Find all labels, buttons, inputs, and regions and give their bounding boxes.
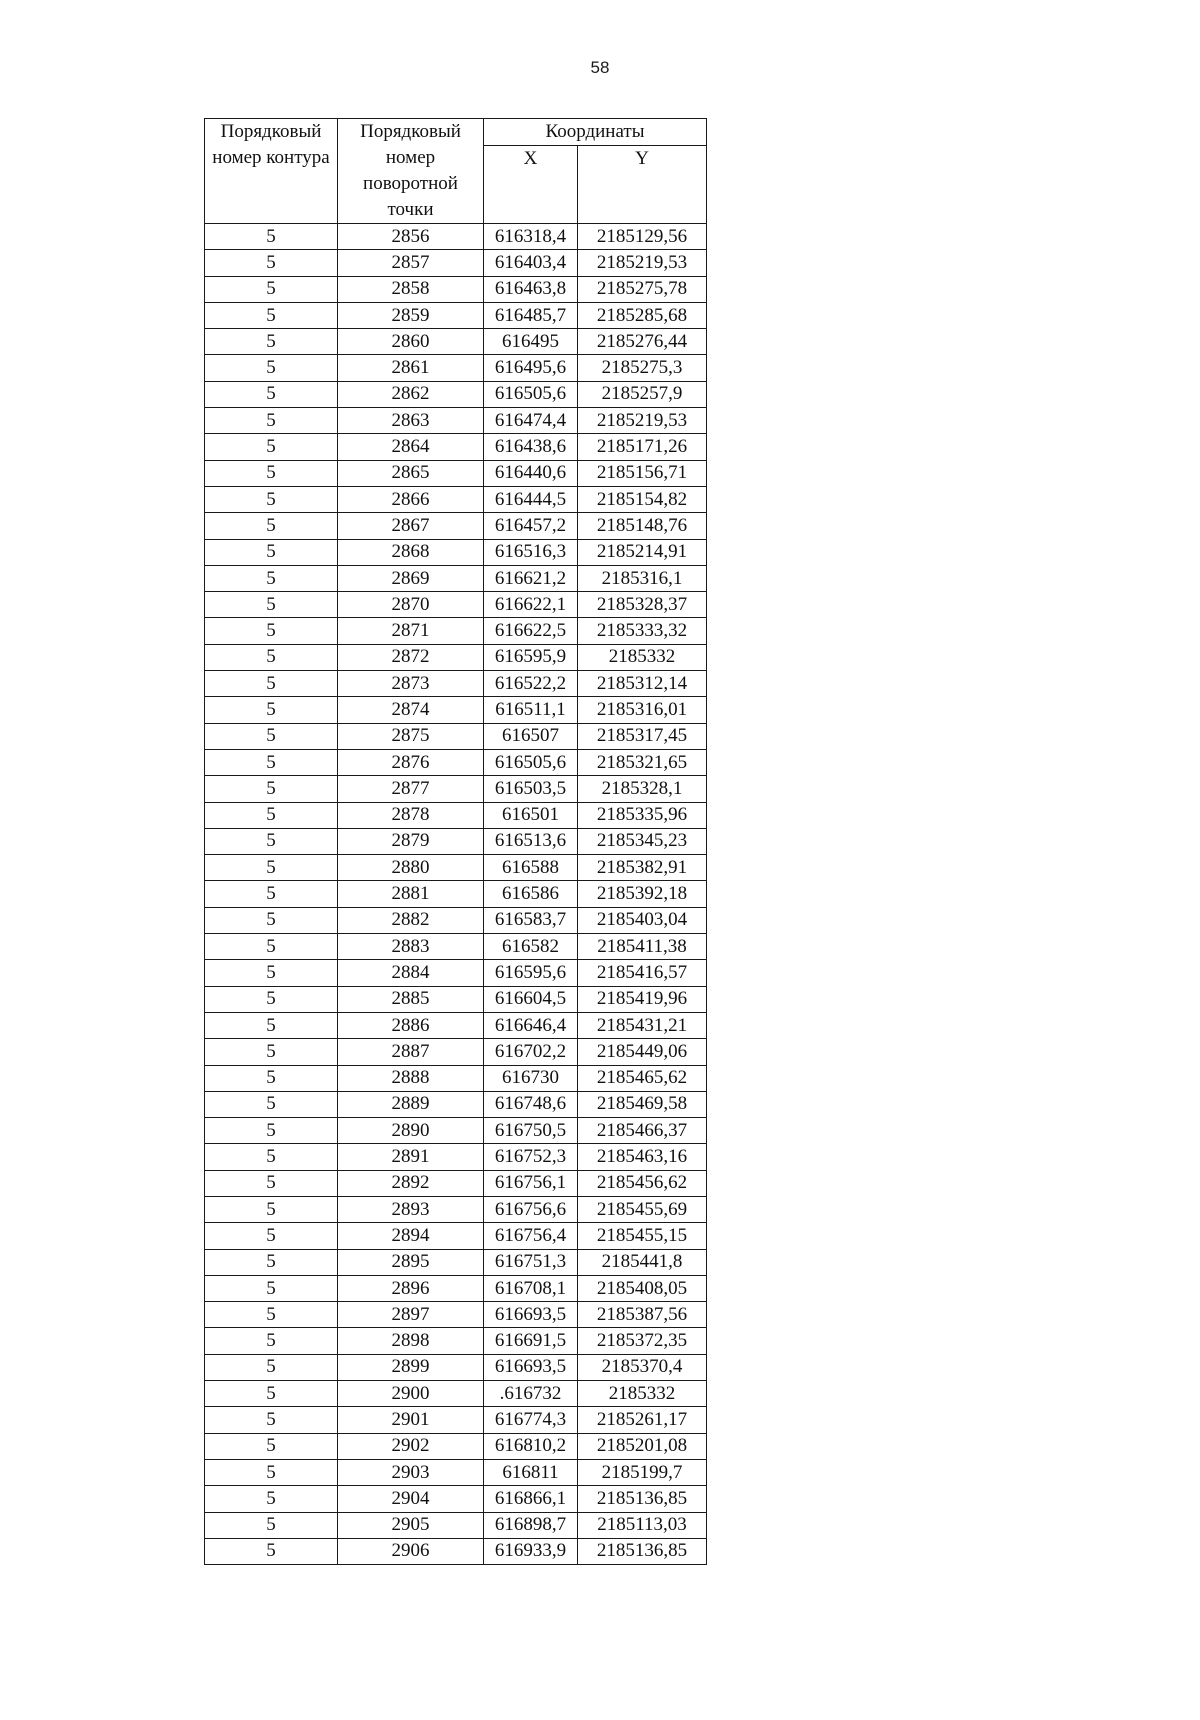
table-row (205, 1302, 707, 1328)
cell-x: 616756,6 (484, 1196, 578, 1222)
cell-contour-number: 5 (205, 1118, 338, 1144)
cell-contour-number: 5 (205, 1433, 338, 1459)
cell-x: 616756,1 (484, 1170, 578, 1196)
cell-y: 2185148,76 (578, 513, 707, 539)
cell-contour-number: 5 (205, 1302, 338, 1328)
cell-point-number: 2881 (338, 881, 484, 907)
cell-point-number: 2865 (338, 460, 484, 486)
coordinates-table (204, 118, 707, 1565)
cell-point-number: 2858 (338, 276, 484, 302)
cell-x: 616811 (484, 1459, 578, 1485)
cell-x: 616752,3 (484, 1144, 578, 1170)
table-row (205, 1354, 707, 1380)
cell-y: 2185312,14 (578, 671, 707, 697)
table-row (205, 644, 707, 670)
table-body (205, 224, 707, 1565)
cell-contour-number: 5 (205, 513, 338, 539)
cell-contour-number: 5 (205, 1381, 338, 1407)
cell-y: 2185411,38 (578, 934, 707, 960)
cell-x: 616505,6 (484, 749, 578, 775)
cell-contour-number: 5 (205, 1196, 338, 1222)
table-row (205, 408, 707, 434)
table-row (205, 381, 707, 407)
cell-x: 616756,4 (484, 1223, 578, 1249)
cell-point-number: 2901 (338, 1407, 484, 1433)
cell-contour-number: 5 (205, 986, 338, 1012)
table-row (205, 486, 707, 512)
table-row (205, 1012, 707, 1038)
cell-y: 2185335,96 (578, 802, 707, 828)
cell-x: 616318,4 (484, 224, 578, 250)
cell-contour-number: 5 (205, 960, 338, 986)
cell-point-number: 2900 (338, 1381, 484, 1407)
cell-y: 2185403,04 (578, 907, 707, 933)
cell-x: 616522,2 (484, 671, 578, 697)
cell-y: 2185469,58 (578, 1091, 707, 1117)
cell-x: 616622,1 (484, 592, 578, 618)
cell-x: .616732 (484, 1381, 578, 1407)
cell-x: 616403,4 (484, 250, 578, 276)
cell-x: 616505,6 (484, 381, 578, 407)
cell-x: 616750,5 (484, 1118, 578, 1144)
header-coordinates: Координаты (484, 119, 707, 146)
header-x: X (484, 146, 578, 224)
cell-y: 2185408,05 (578, 1275, 707, 1301)
cell-x: 616507 (484, 723, 578, 749)
cell-contour-number: 5 (205, 881, 338, 907)
table-row (205, 802, 707, 828)
cell-y: 2185328,1 (578, 776, 707, 802)
cell-contour-number: 5 (205, 460, 338, 486)
cell-contour-number: 5 (205, 907, 338, 933)
cell-contour-number: 5 (205, 408, 338, 434)
cell-y: 2185275,3 (578, 355, 707, 381)
table-row (205, 329, 707, 355)
table-row (205, 460, 707, 486)
cell-point-number: 2856 (338, 224, 484, 250)
cell-x: 616730 (484, 1065, 578, 1091)
cell-point-number: 2902 (338, 1433, 484, 1459)
cell-y: 2185317,45 (578, 723, 707, 749)
table-row (205, 986, 707, 1012)
cell-y: 2185316,1 (578, 565, 707, 591)
table-row (205, 513, 707, 539)
cell-x: 616586 (484, 881, 578, 907)
cell-x: 616621,2 (484, 565, 578, 591)
table-row (205, 539, 707, 565)
cell-contour-number: 5 (205, 592, 338, 618)
table-row (205, 1196, 707, 1222)
cell-contour-number: 5 (205, 1065, 338, 1091)
table-row (205, 907, 707, 933)
table-row (205, 434, 707, 460)
cell-x: 616516,3 (484, 539, 578, 565)
table-row (205, 1433, 707, 1459)
table-row (205, 1459, 707, 1485)
table-row (205, 1275, 707, 1301)
cell-y: 2185154,82 (578, 486, 707, 512)
cell-contour-number: 5 (205, 1486, 338, 1512)
cell-y: 2185455,69 (578, 1196, 707, 1222)
cell-y: 2185201,08 (578, 1433, 707, 1459)
cell-x: 616495 (484, 329, 578, 355)
cell-y: 2185382,91 (578, 855, 707, 881)
table-row (205, 276, 707, 302)
table-row (205, 565, 707, 591)
cell-point-number: 2871 (338, 618, 484, 644)
table-row (205, 1328, 707, 1354)
cell-point-number: 2872 (338, 644, 484, 670)
cell-point-number: 2897 (338, 1302, 484, 1328)
cell-contour-number: 5 (205, 276, 338, 302)
table-row (205, 1118, 707, 1144)
cell-x: 616511,1 (484, 697, 578, 723)
table-row (205, 1065, 707, 1091)
table-row (205, 749, 707, 775)
cell-point-number: 2899 (338, 1354, 484, 1380)
cell-y: 2185466,37 (578, 1118, 707, 1144)
table-row (205, 1091, 707, 1117)
cell-point-number: 2885 (338, 986, 484, 1012)
cell-y: 2185333,32 (578, 618, 707, 644)
cell-y: 2185431,21 (578, 1012, 707, 1038)
cell-point-number: 2864 (338, 434, 484, 460)
cell-x: 616588 (484, 855, 578, 881)
cell-point-number: 2905 (338, 1512, 484, 1538)
cell-contour-number: 5 (205, 486, 338, 512)
header-point-number: Порядковый номер поворотной точки (338, 119, 484, 224)
table-header (205, 119, 707, 224)
cell-x: 616691,5 (484, 1328, 578, 1354)
cell-x: 616582 (484, 934, 578, 960)
cell-y: 2185416,57 (578, 960, 707, 986)
cell-contour-number: 5 (205, 224, 338, 250)
cell-contour-number: 5 (205, 302, 338, 328)
cell-contour-number: 5 (205, 855, 338, 881)
cell-x: 616708,1 (484, 1275, 578, 1301)
cell-contour-number: 5 (205, 1275, 338, 1301)
cell-contour-number: 5 (205, 776, 338, 802)
cell-point-number: 2904 (338, 1486, 484, 1512)
coordinates-table-container (204, 118, 707, 1565)
cell-point-number: 2896 (338, 1275, 484, 1301)
table-row (205, 934, 707, 960)
cell-y: 2185199,7 (578, 1459, 707, 1485)
cell-x: 616474,4 (484, 408, 578, 434)
cell-x: 616440,6 (484, 460, 578, 486)
cell-point-number: 2860 (338, 329, 484, 355)
cell-y: 2185441,8 (578, 1249, 707, 1275)
cell-y: 2185156,71 (578, 460, 707, 486)
cell-point-number: 2876 (338, 749, 484, 775)
cell-y: 2185316,01 (578, 697, 707, 723)
cell-contour-number: 5 (205, 1328, 338, 1354)
cell-contour-number: 5 (205, 1249, 338, 1275)
cell-y: 2185321,65 (578, 749, 707, 775)
cell-y: 2185332 (578, 644, 707, 670)
cell-y: 2185171,26 (578, 434, 707, 460)
table-row (205, 776, 707, 802)
cell-point-number: 2870 (338, 592, 484, 618)
cell-point-number: 2878 (338, 802, 484, 828)
cell-contour-number: 5 (205, 723, 338, 749)
table-row (205, 355, 707, 381)
table-row (205, 1170, 707, 1196)
table-row (205, 1144, 707, 1170)
cell-x: 616457,2 (484, 513, 578, 539)
cell-contour-number: 5 (205, 828, 338, 854)
cell-point-number: 2875 (338, 723, 484, 749)
cell-contour-number: 5 (205, 565, 338, 591)
cell-point-number: 2859 (338, 302, 484, 328)
cell-x: 616583,7 (484, 907, 578, 933)
cell-x: 616810,2 (484, 1433, 578, 1459)
cell-point-number: 2863 (338, 408, 484, 434)
cell-point-number: 2861 (338, 355, 484, 381)
cell-contour-number: 5 (205, 355, 338, 381)
table-row (205, 855, 707, 881)
cell-point-number: 2869 (338, 565, 484, 591)
cell-y: 2185219,53 (578, 408, 707, 434)
cell-x: 616622,5 (484, 618, 578, 644)
table-row (205, 960, 707, 986)
table-row (205, 697, 707, 723)
cell-point-number: 2893 (338, 1196, 484, 1222)
cell-y: 2185136,85 (578, 1538, 707, 1564)
cell-point-number: 2880 (338, 855, 484, 881)
table-row (205, 1381, 707, 1407)
cell-x: 616898,7 (484, 1512, 578, 1538)
cell-point-number: 2867 (338, 513, 484, 539)
cell-y: 2185285,68 (578, 302, 707, 328)
cell-contour-number: 5 (205, 1407, 338, 1433)
cell-x: 616513,6 (484, 828, 578, 854)
cell-y: 2185261,17 (578, 1407, 707, 1433)
cell-contour-number: 5 (205, 434, 338, 460)
table-row (205, 723, 707, 749)
cell-contour-number: 5 (205, 1354, 338, 1380)
table-row (205, 1512, 707, 1538)
cell-point-number: 2877 (338, 776, 484, 802)
table-row (205, 1249, 707, 1275)
cell-point-number: 2884 (338, 960, 484, 986)
cell-point-number: 2903 (338, 1459, 484, 1485)
table-row (205, 828, 707, 854)
cell-contour-number: 5 (205, 1459, 338, 1485)
cell-x: 616693,5 (484, 1354, 578, 1380)
cell-y: 2185455,15 (578, 1223, 707, 1249)
cell-point-number: 2898 (338, 1328, 484, 1354)
cell-y: 2185113,03 (578, 1512, 707, 1538)
cell-point-number: 2891 (338, 1144, 484, 1170)
cell-x: 616495,6 (484, 355, 578, 381)
cell-point-number: 2879 (338, 828, 484, 854)
cell-contour-number: 5 (205, 671, 338, 697)
cell-contour-number: 5 (205, 618, 338, 644)
table-row (205, 1486, 707, 1512)
cell-x: 616501 (484, 802, 578, 828)
cell-point-number: 2882 (338, 907, 484, 933)
header-contour-number: Порядковый номер контура (205, 119, 338, 224)
cell-x: 616702,2 (484, 1039, 578, 1065)
cell-contour-number: 5 (205, 697, 338, 723)
cell-y: 2185370,4 (578, 1354, 707, 1380)
cell-contour-number: 5 (205, 1223, 338, 1249)
cell-y: 2185257,9 (578, 381, 707, 407)
cell-point-number: 2873 (338, 671, 484, 697)
cell-x: 616751,3 (484, 1249, 578, 1275)
cell-y: 2185463,16 (578, 1144, 707, 1170)
cell-x: 616595,6 (484, 960, 578, 986)
cell-point-number: 2888 (338, 1065, 484, 1091)
header-y: Y (578, 146, 707, 224)
table-row (205, 224, 707, 250)
cell-point-number: 2886 (338, 1012, 484, 1038)
cell-y: 2185372,35 (578, 1328, 707, 1354)
cell-contour-number: 5 (205, 644, 338, 670)
cell-point-number: 2906 (338, 1538, 484, 1564)
cell-y: 2185214,91 (578, 539, 707, 565)
table-row (205, 592, 707, 618)
cell-x: 616866,1 (484, 1486, 578, 1512)
cell-x: 616604,5 (484, 986, 578, 1012)
table-row (205, 618, 707, 644)
cell-contour-number: 5 (205, 539, 338, 565)
cell-y: 2185456,62 (578, 1170, 707, 1196)
cell-x: 616774,3 (484, 1407, 578, 1433)
cell-x: 616463,8 (484, 276, 578, 302)
cell-contour-number: 5 (205, 1039, 338, 1065)
cell-contour-number: 5 (205, 329, 338, 355)
cell-point-number: 2868 (338, 539, 484, 565)
table-row (205, 1407, 707, 1433)
cell-x: 616748,6 (484, 1091, 578, 1117)
cell-point-number: 2887 (338, 1039, 484, 1065)
cell-contour-number: 5 (205, 802, 338, 828)
table-row (205, 1039, 707, 1065)
cell-point-number: 2866 (338, 486, 484, 512)
table-row (205, 250, 707, 276)
table-row (205, 302, 707, 328)
cell-y: 2185219,53 (578, 250, 707, 276)
cell-x: 616595,9 (484, 644, 578, 670)
cell-y: 2185129,56 (578, 224, 707, 250)
cell-point-number: 2883 (338, 934, 484, 960)
cell-contour-number: 5 (205, 1170, 338, 1196)
table-row (205, 671, 707, 697)
cell-y: 2185387,56 (578, 1302, 707, 1328)
cell-point-number: 2892 (338, 1170, 484, 1196)
cell-contour-number: 5 (205, 1012, 338, 1038)
cell-y: 2185392,18 (578, 881, 707, 907)
cell-contour-number: 5 (205, 1144, 338, 1170)
cell-y: 2185276,44 (578, 329, 707, 355)
cell-contour-number: 5 (205, 1512, 338, 1538)
cell-x: 616693,5 (484, 1302, 578, 1328)
cell-y: 2185345,23 (578, 828, 707, 854)
cell-y: 2185275,78 (578, 276, 707, 302)
cell-x: 616646,4 (484, 1012, 578, 1038)
cell-contour-number: 5 (205, 1091, 338, 1117)
cell-contour-number: 5 (205, 381, 338, 407)
cell-point-number: 2874 (338, 697, 484, 723)
cell-point-number: 2857 (338, 250, 484, 276)
cell-point-number: 2889 (338, 1091, 484, 1117)
cell-contour-number: 5 (205, 934, 338, 960)
cell-x: 616485,7 (484, 302, 578, 328)
cell-point-number: 2862 (338, 381, 484, 407)
cell-y: 2185332 (578, 1381, 707, 1407)
cell-y: 2185465,62 (578, 1065, 707, 1091)
cell-y: 2185449,06 (578, 1039, 707, 1065)
cell-x: 616503,5 (484, 776, 578, 802)
cell-y: 2185328,37 (578, 592, 707, 618)
cell-x: 616444,5 (484, 486, 578, 512)
cell-contour-number: 5 (205, 250, 338, 276)
cell-y: 2185419,96 (578, 986, 707, 1012)
cell-x: 616933,9 (484, 1538, 578, 1564)
cell-y: 2185136,85 (578, 1486, 707, 1512)
table-row (205, 881, 707, 907)
cell-contour-number: 5 (205, 1538, 338, 1564)
cell-point-number: 2894 (338, 1223, 484, 1249)
cell-x: 616438,6 (484, 434, 578, 460)
cell-point-number: 2890 (338, 1118, 484, 1144)
cell-point-number: 2895 (338, 1249, 484, 1275)
cell-contour-number: 5 (205, 749, 338, 775)
page-number: 58 (590, 58, 610, 77)
table-row (205, 1538, 707, 1564)
table-row (205, 1223, 707, 1249)
